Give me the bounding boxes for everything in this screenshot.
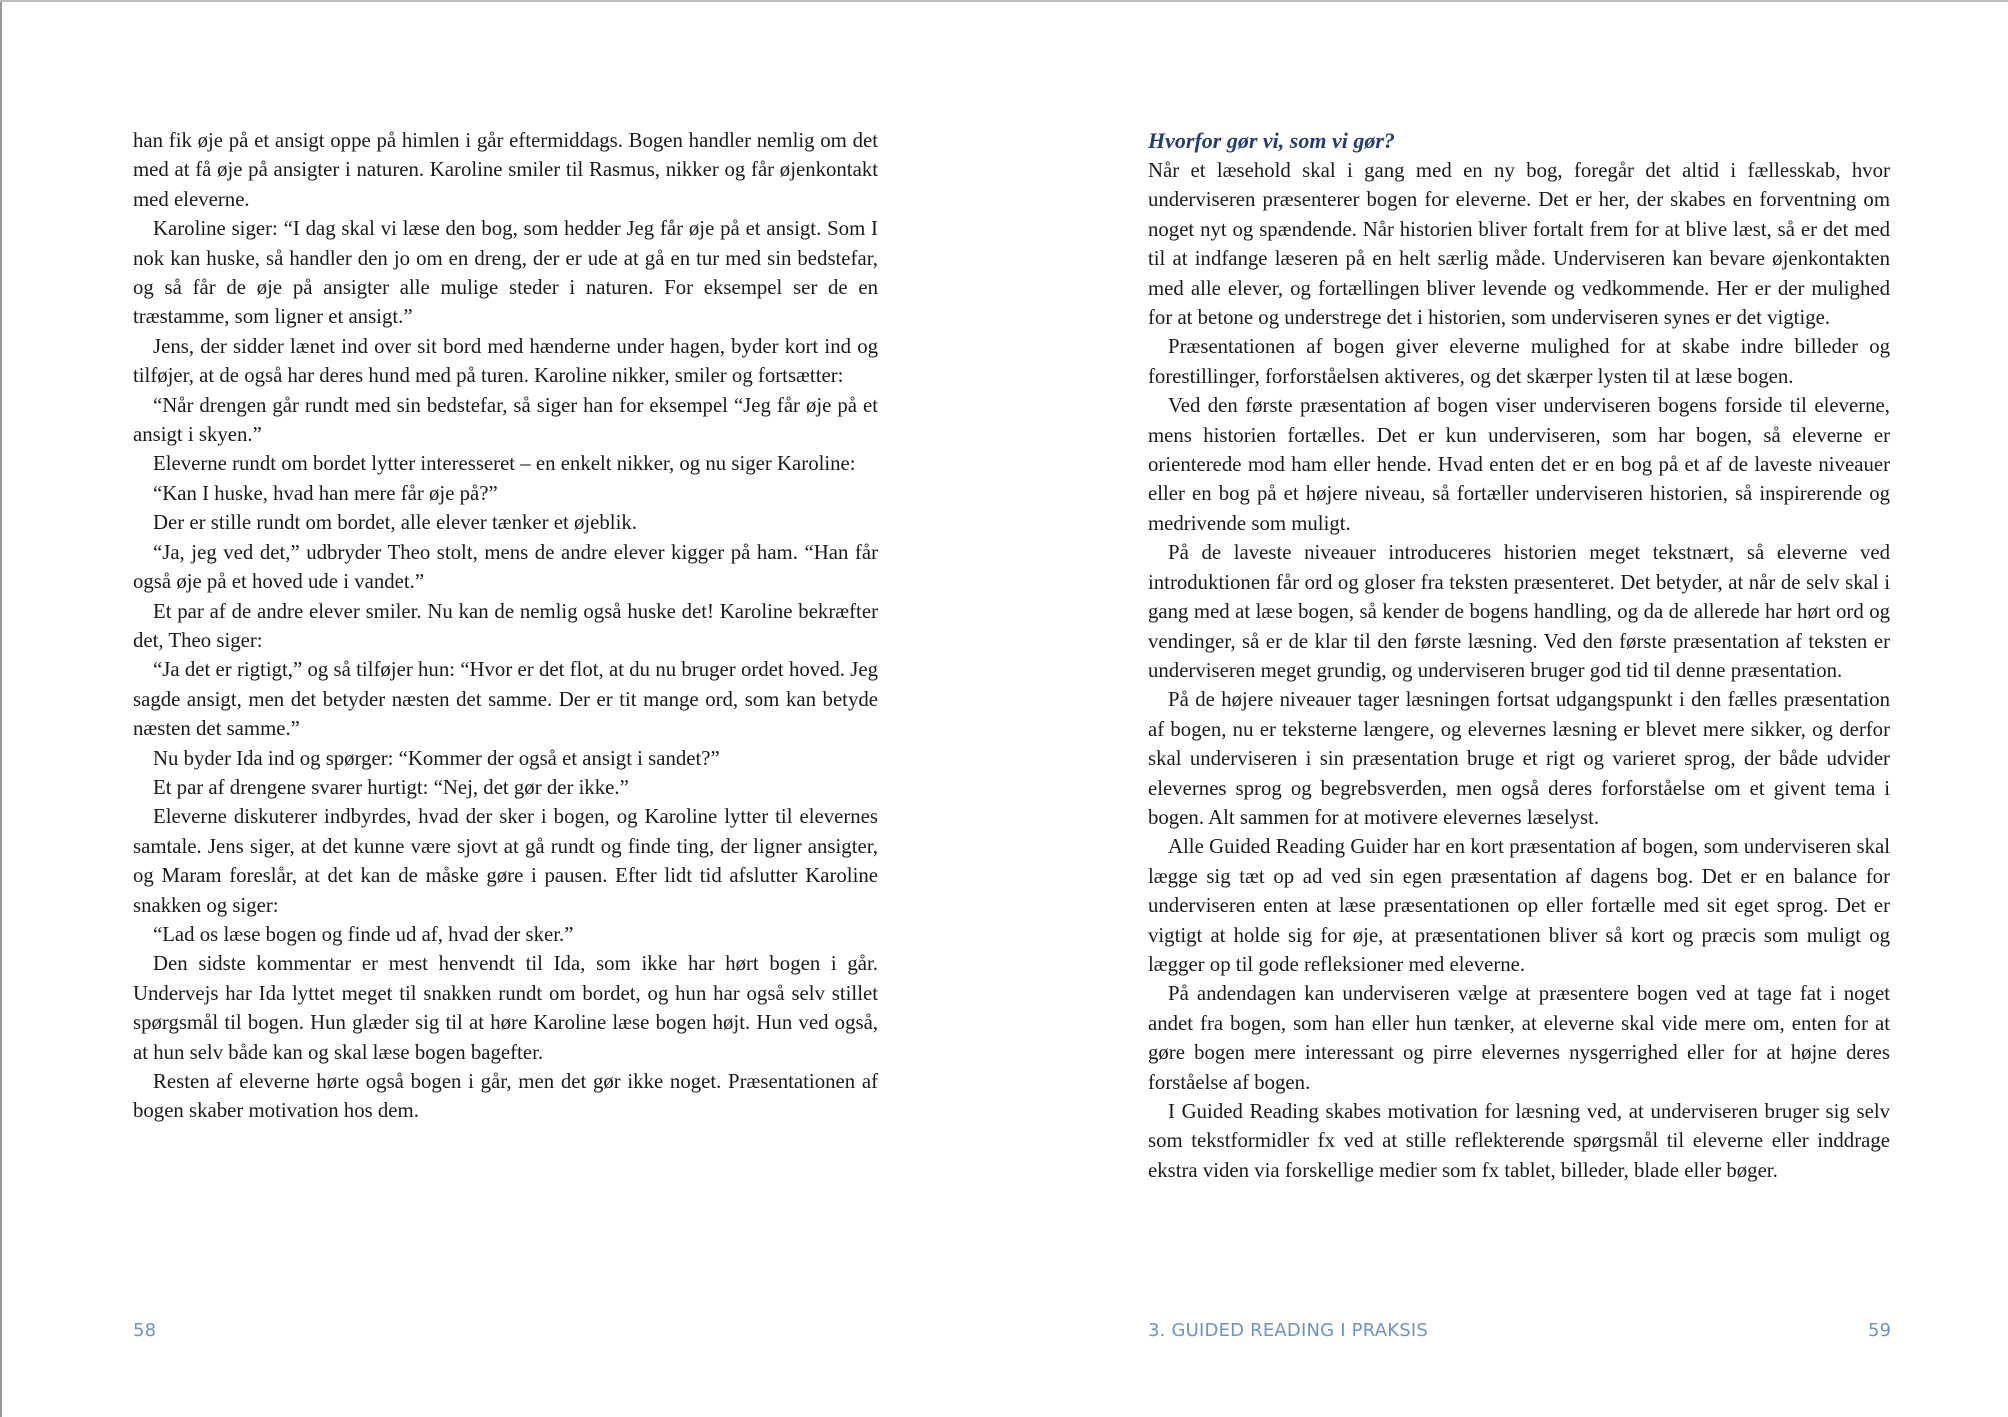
body-paragraph: Eleverne rundt om bordet lytter interesseret – en enkelt nikker, og nu siger Karoline: — [153, 452, 856, 476]
body-paragraph: Alle Guided Reading Guider har en kort præsentation af bogen, som underviseren skal lægge sig tæt op ad ved sin egen præsentation af dagens bog. Det er en balance for underviseren enten at læse præsentationen op eller fortælle med sit eget sprog. Det er vigtigt at holde sig for øje, at præsentationen bliver så kort og præcis som muligt og lægger op til gode refleksioner med eleverne. — [1148, 835, 1890, 976]
body-paragraph: I Guided Reading skabes motivation for læsning ved, at underviseren bruger sig selv som tekstformidler fx ved at stille reflekterende spørgsmål til eleverne eller inddrage ekstra viden via forskellige medier som fx tablet, billeder, blade eller bøger. — [1148, 1100, 1890, 1182]
body-paragraph: “Kan I huske, hvad han mere får øje på?” — [153, 481, 498, 505]
body-paragraph: “Ja, jeg ved det,” udbryder Theo stolt, mens de andre elever kigger på ham. “Han får også øje på et hoved ude i vandet.” — [133, 540, 878, 594]
body-paragraph: På de laveste niveauer introduceres historien meget tekstnært, så eleverne ved introduktionen får ord og gloser fra teksten præsenteret. Det betyder, at når de selv skal i gang med at læse bogen, så kender de bogens handling, og da de allerede har hørt ord og vendinger, så er de klar til den første læsning. Ved den første præsentation af teksten er underviseren meget grundig, og underviseren bruger god tid til denne præsentation. — [1148, 541, 1890, 682]
page-number-left: 58 — [133, 1320, 157, 1341]
page-number-right: 59 — [1868, 1320, 1892, 1341]
section-heading: Hvorfor gør vi, som vi gør? — [1148, 128, 1395, 153]
body-paragraph: Et par af drengene svarer hurtigt: “Nej, det gør der ikke.” — [153, 775, 629, 799]
body-paragraph: Nu byder Ida ind og spørger: “Kommer der også et ansigt i sandet?” — [153, 746, 720, 770]
left-page — [133, 126, 878, 1126]
running-head: 3. GUIDED READING I PRAKSIS — [1148, 1320, 1428, 1341]
right-page — [1148, 126, 1890, 1185]
body-paragraph: Der er stille rundt om bordet, alle elever tænker et øjeblik. — [153, 511, 637, 535]
body-paragraph: “Når drengen går rundt med sin bedstefar, så siger han for eksempel “Jeg får øje på et ansigt i skyen.” — [133, 393, 878, 447]
body-paragraph: Resten af eleverne hørte også bogen i går, men det gør ikke noget. Præsentationen af bogen skaber motivation hos dem. — [133, 1070, 878, 1123]
body-paragraph: “Ja det er rigtigt,” og så tilføjer hun: “Hvor er det flot, at du nu bruger ordet hoved. Jeg sagde ansigt, men det betyder næsten det samme. Der er tit mange ord, som kan betyde næsten det samme.” — [133, 658, 878, 741]
body-paragraph: Når et læsehold skal i gang med en ny bog, foregår det altid i fællesskab, hvor underviseren præsenterer bogen for eleverne. Det er her, der skabes en forventning om noget nyt og spændende. Når historien bliver fortalt frem for at blive læst, så er det med til at indfange læseren på en helt særlig måde. Underviseren kan bevare øjenkontakten med alle elever, og fortællingen bliver levende og vedkommende. Her er der mulighed for at betone og understrege det i historien, som underviseren synes er det vigtige. — [1148, 159, 1890, 330]
body-paragraph: “Lad os læse bogen og finde ud af, hvad der sker.” — [153, 922, 574, 946]
body-paragraph: Ved den første præsentation af bogen viser underviseren bogens forside til eleverne, mens historien fortælles. Det er kun underviseren, som har bogen, så eleverne er orienterede mod ham eller hende. Hvad enten det er en bog på et af de laveste niveauer eller en bog på et højere niveau, så fortæller underviseren historien, så inspirerende og medrivende som muligt. — [1148, 394, 1890, 535]
body-paragraph: han fik øje på et ansigt oppe på himlen i går eftermiddags. Bogen handler nemlig om det med at få øje på ansigter i naturen. Karoline smiler til Rasmus, nikker og får øjenkontakt med eleverne. — [133, 129, 878, 211]
body-paragraph: På andendagen kan underviseren vælge at præsentere bogen ved at tage fat i noget andet fra bogen, som han eller hun tænker, at eleverne skal vide mere om, enten for at gøre bogen mere interessant og pirre elevernes nysgerrighed eller for at højne deres forståelse af bogen. — [1148, 982, 1890, 1094]
page-edge-left — [0, 0, 2, 1417]
body-paragraph: Jens, der sidder lænet ind over sit bord med hænderne under hagen, byder kort ind og tilføjer, at de også har deres hund med på turen. Karoline nikker, smiler og fortsætter: — [133, 334, 878, 388]
page-edge-top — [0, 0, 2008, 2]
body-paragraph: Eleverne diskuterer indbyrdes, hvad der sker i bogen, og Karoline lytter til elevernes samtale. Jens siger, at det kunne være sjovt at gå rundt og finde ting, der ligner ansigter, og Maram foreslår, at det kan de måske gøre i pausen. Efter lidt tid afslutter Karoline snakken og siger: — [133, 805, 878, 917]
body-paragraph: Præsentationen af bogen giver eleverne mulighed for at skabe indre billeder og forestillinger, forforståelsen aktiveres, og det skærper lysten til at læse bogen. — [1148, 335, 1890, 388]
body-paragraph: Et par af de andre elever smiler. Nu kan de nemlig også huske det! Karoline bekræfter det, Theo siger: — [133, 599, 878, 652]
body-paragraph: Den sidste kommentar er mest henvendt til Ida, som ikke har hørt bogen i går. Undervejs har Ida lyttet meget til snakken rundt om bordet, og hun har også selv stillet spørgsmål til bogen. Hun glæder sig til at høre Karoline læse bogen højt. Hun ved også, at hun selv både kan og skal læse bogen bagefter. — [133, 952, 878, 1064]
body-paragraph: Karoline siger: “I dag skal vi læse den bog, som hedder Jeg får øje på et ansigt. Som I nok kan huske, så handler den jo om en dreng, der er ude at gå en tur med sin bedstefar, og så får de øje på ansigter alle mulige steder i naturen. For eksempel ser de en træstamme, som ligner et ansigt.” — [133, 217, 878, 329]
body-paragraph: På de højere niveauer tager læsningen fortsat udgangspunkt i den fælles præsentation af bogen, nu er teksterne længere, og elevernes læsning er blevet mere sikker, og derfor skal underviseren i sin præsentation bruge et rigt og varieret sprog, der både udvider elevernes sprog og begrebsverden, men også deres forforståelse om et givent tema i bogen. Alt sammen for at motivere elevernes læselyst. — [1148, 688, 1890, 829]
